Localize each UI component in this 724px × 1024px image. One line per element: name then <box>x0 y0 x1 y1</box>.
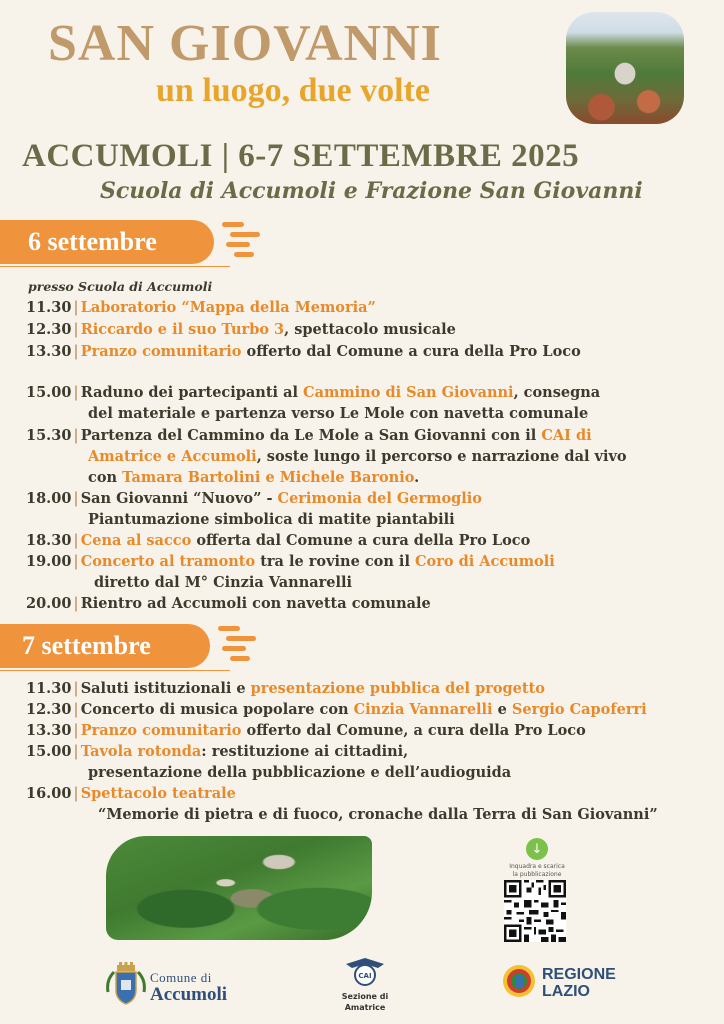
event-subtitle: un luogo, due volte <box>156 72 430 109</box>
cai-line1: Sezione di <box>341 992 389 1001</box>
download-icon[interactable]: ↓ <box>526 838 548 860</box>
event-title: SAN GIOVANNI <box>48 15 442 72</box>
regione-lazio-logo <box>542 966 616 1000</box>
regione-lazio-emblem-icon <box>502 964 536 998</box>
schedule-row: 12.30 | Concerto di musica popolare con Cinzia Vannarelli e Sergio Capoferri <box>26 701 647 718</box>
schedule-row: 18.00 | San Giovanni “Nuovo” - Cerimonia del Germoglio <box>26 490 482 507</box>
date-line: ACCUMOLI | 6-7 SETTEMBRE 2025 <box>22 138 580 174</box>
schedule-row: 13.30 | Pranzo comunitario offerto dal Comune, a cura della Pro Loco <box>26 722 586 739</box>
regione-line1: REGIONE <box>542 966 616 983</box>
comune-coat-of-arms-icon <box>104 962 148 1008</box>
schedule-row: 13.30 | Pranzo comunitario offerto dal Comune a cura della Pro Loco <box>26 343 581 360</box>
schedule-row-continued: “Memorie di pietra e di fuoco, cronache dalla Terra di San Giovanni” <box>98 806 658 823</box>
schedule-row: 15.00 | Tavola rotonda: restituzione ai cittadini, <box>26 743 409 760</box>
schedule-row-continued: con Tamara Bartolini e Michele Baronio. <box>88 469 420 486</box>
schedule-row-continued: Amatrice e Accumoli, soste lungo il percorso e narrazione dal vivo <box>88 448 627 465</box>
qr-code[interactable] <box>504 880 566 942</box>
schedule-row-continued: presentazione della pubblicazione e dell’audioguida <box>88 764 512 781</box>
schedule-row: 15.30 | Partenza del Cammino da Le Mole a San Giovanni con il CAI di <box>26 427 592 444</box>
schedule-row-continued: del materiale e partenza verso Le Mole con navetta comunale <box>88 405 589 422</box>
village-photo <box>566 12 684 124</box>
comune-line2: Accumoli <box>150 984 228 1005</box>
regione-line2: LAZIO <box>542 983 590 1000</box>
aerial-village-photo <box>106 836 372 940</box>
divider <box>0 670 230 671</box>
qr-caption-line1: Inquadra e scarica <box>509 863 565 870</box>
svg-text:CAI: CAI <box>358 972 372 980</box>
day1-banner-label: 6 settembre <box>28 227 157 256</box>
comune-line1: Comune di <box>150 970 212 985</box>
schedule-row-continued: diretto dal M° Cinzia Vannarelli <box>94 574 353 591</box>
day2-banner <box>0 624 210 668</box>
day1-banner <box>0 220 214 264</box>
cai-line2: Amatrice <box>344 1003 386 1012</box>
schedule-row: 16.00 | Spettacolo teatrale <box>26 785 236 802</box>
day2-banner-label: 7 settembre <box>22 631 151 660</box>
venue-line: Scuola di Accumoli e Frazione San Giovanni <box>100 178 643 204</box>
day1-subhead: presso Scuola di Accumoli <box>28 279 213 294</box>
schedule-row: 11.30 | Laboratorio “Mappa della Memoria” <box>26 299 376 316</box>
schedule-row: 20.00 | Rientro ad Accumoli con navetta comunale <box>26 595 431 612</box>
download-box <box>502 838 572 879</box>
schedule-row: 12.30 | Riccardo e il suo Turbo 3, spettacolo musicale <box>26 321 456 338</box>
divider <box>0 266 230 267</box>
schedule-row: 15.00 | Raduno dei partecipanti al Cammino di San Giovanni, consegna <box>26 384 601 401</box>
schedule-row: 11.30 | Saluti istituzionali e presentazione pubblica del progetto <box>26 680 545 697</box>
schedule-row: 18.30 | Cena al sacco offerta dal Comune a cura della Pro Loco <box>26 532 531 549</box>
schedule-row: 19.00 | Concerto al tramonto tra le rovine con il Coro di Accumoli <box>26 553 555 570</box>
schedule-row-continued: Piantumazione simbolica di matite piantabili <box>88 511 455 528</box>
cai-emblem-icon <box>344 958 386 988</box>
qr-caption-line2: la pubblicazione <box>512 871 562 878</box>
